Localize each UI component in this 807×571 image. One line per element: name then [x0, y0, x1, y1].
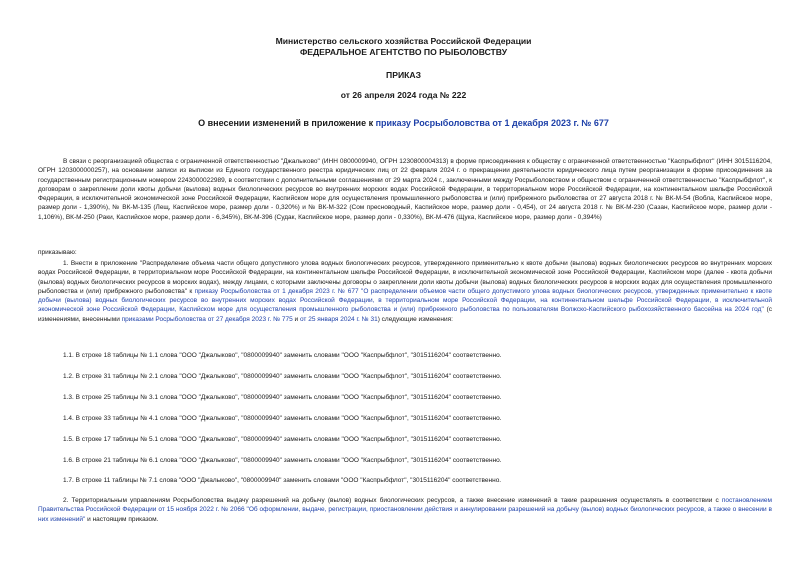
point-2-link-resolution-2066[interactable]: постановлением Правительства Российской Федерации от 15 ноября 2022 г. № 2066 "Об оформлении, выдаче, регистрации, приостановлении действия и аннулировании разрешений на добычу (вылов) водных биологических ресурсов, а также о внесении в них изменений"	[38, 497, 772, 523]
document-date-number: от 26 апреля 2024 года № 222	[340, 90, 467, 100]
point-2-paragraph	[38, 496, 772, 524]
point-1-link-order-677[interactable]: приказу Росрыболовства от 1 декабря 2023 г. № 677 "О распределении объемов части общего допустимого улова водных биологических ресурсов, утвержденных применительно к квоте добычи (вылова) водных биологических ресурсов во внутренних морских водах Российской Федерации, в территориальном море Российской Федерации, на континентальном шельфе Российской Федерации, в исключительной экономической зоне Российской Федерации, Каспийском море для осуществления промышленного рыболовства и (или) прибрежного рыболовства по пользователям Волжско-Каспийского рыбохозяйственного бассейна на 2024 год"	[38, 287, 772, 314]
point-1-text-a: 1. Внести в приложение "Распределение объема части общего допустимого улова водных биологических ресурсов, утвержденного применительно к квоте добычи (вылова) водных биологических ресурсов во внутренних морских водах Российской Федерации, в территориальном море Российской Федерации, на континентальном шельфе Российской Федерации, в исключительной экономической зоне Российской Федерации, Каспийском море (далее - квота добычи (вылова) водных биологических ресурсов в морских водах), между лицами, с которыми заключены договоры о закреплении доли квоты добычи (вылова) водных биологических ресурсов в морских водах для осуществления промышленного рыболовства и (или) прибрежного рыболовства" к	[38, 260, 772, 295]
subject-prefix: О внесении изменений в приложение к	[198, 118, 376, 128]
point-1-paragraph	[38, 259, 772, 324]
ordered-word: приказываю:	[38, 249, 77, 256]
sub-item-1-6: 1.6. В строке 21 таблицы № 6.1 слова "ООО "Джалыково", "0800009940" заменить словами "ООО "Каспрыбфлот", "3015116204" соответственно.	[63, 457, 502, 464]
sub-item-1-2: 1.2. В строке 31 таблицы № 2.1 слова "ООО "Джалыково", "0800009940" заменить словами "ООО "Каспрыбфлот", "3015116204" соответственно.	[63, 373, 502, 380]
document-subject	[0, 118, 807, 129]
sub-item-1-1: 1.1. В строке 18 таблицы № 1.1 слова "ООО "Джалыково", "0800009940" заменить словами "ООО "Каспрыбфлот", "3015116204" соответственно.	[63, 352, 502, 359]
sub-item-1-3: 1.3. В строке 25 таблицы № 3.1 слова "ООО "Джалыково", "0800009940" заменить словами "ООО "Каспрыбфлот", "3015116204" соответственно.	[63, 394, 502, 401]
ministry-name: Министерство сельского хозяйства Российской Федерации	[275, 36, 532, 46]
sub-item-1-4: 1.4. В строке 33 таблицы № 4.1 слова "ООО "Джалыково", "0800009940" заменить словами "ООО "Каспрыбфлот", "3015116204" соответственно.	[63, 415, 502, 422]
point-1-text-b: (с изменениями, внесенными	[38, 306, 772, 323]
point-1-link-order-775[interactable]: приказами Росрыболовства от 27 декабря 2023 г. № 775	[121, 315, 293, 323]
sub-item-1-5: 1.5. В строке 17 таблицы № 5.1 слова "ООО "Джалыково", "0800009940" заменить словами "ООО "Каспрыбфлот", "3015116204" соответственно.	[63, 436, 502, 443]
document-type: ПРИКАЗ	[386, 70, 421, 80]
agency-name: ФЕДЕРАЛЬНОЕ АГЕНТСТВО ПО РЫБОЛОВСТВУ	[299, 47, 508, 57]
sub-item-1-7: 1.7. В строке 11 таблицы № 7.1 слова "ООО "Джалыково", "0800009940" заменить словами "ООО "Каспрыбфлот", "3015116204" соответственно.	[63, 477, 502, 484]
point-1-link-order-31[interactable]: от 25 января 2024 г. № 31	[299, 315, 378, 323]
point-1-text-c: и	[292, 315, 300, 323]
subject-link[interactable]: приказу Росрыболовства от 1 декабря 2023 г. № 677	[375, 118, 609, 128]
preamble-paragraph: В связи с реорганизацией общества с ограниченной ответственностью "Джалыково" (ИНН 0800009940, ОГРН 1230800004313) в форме присоединения к обществу с ограниченной ответственностью "Каспрыбфлот" (ИНН 3015116204, ОГРН 1203000000257), на основании записи из выписки из Единого государственного реестра юридических лиц от 22 февраля 2024 г. о прекращении деятельности юридического лица путем реорганизации в форме присоединения за государственным регистрационным номером 2243000022989, в соответствии с дополнительными соглашениями от 29 марта 2024 г., заключенными между Росрыболовством и обществом с ограниченной ответственностью "Каспрыбфлот", к договорам о закреплении доли квоты добычи (вылова) водных биологических ресурсов во внутренних морских водах Российской Федерации, в территориальном море Российской Федерации, на континентальном шельфе Российской Федерации, в исключительной экономической зоне Российской Федерации, Каспийском море для осуществления промышленного рыболовства и (или) прибрежного рыболовства от 27 августа 2018 г. № ВК-М-54 (Вобла, Каспийское море, размер доли - 1,390%), № ВК-М-135 (Лещ, Каспийское море, размер доли - 0,320%) и № ВК-М-322 (Сом пресноводный, Каспийское море, размер доли - 0,454), от 24 августа 2018 г. № ВК-М-230 (Сазан, Каспийское море, размер доли - 1,106%), ВК-М-250 (Раки, Каспийское море, размер доли - 6,345%), ВК-М-396 (Судак, Каспийское море, размер доли - 0,330%), ВК-М-476 (Щука, Каспийское море, размер доли - 0,394%)	[38, 158, 772, 221]
point-2-text-b: и настоящим приказом.	[85, 515, 159, 523]
point-1-text-d: ) следующие изменения:	[377, 315, 453, 323]
point-2-text-a: 2. Территориальным управлениям Росрыболовства выдачу разрешений на добычу (вылов) водных биологических ресурсов, а также внесение изменений в такие разрешения осуществлять в соответствии с	[63, 497, 722, 504]
